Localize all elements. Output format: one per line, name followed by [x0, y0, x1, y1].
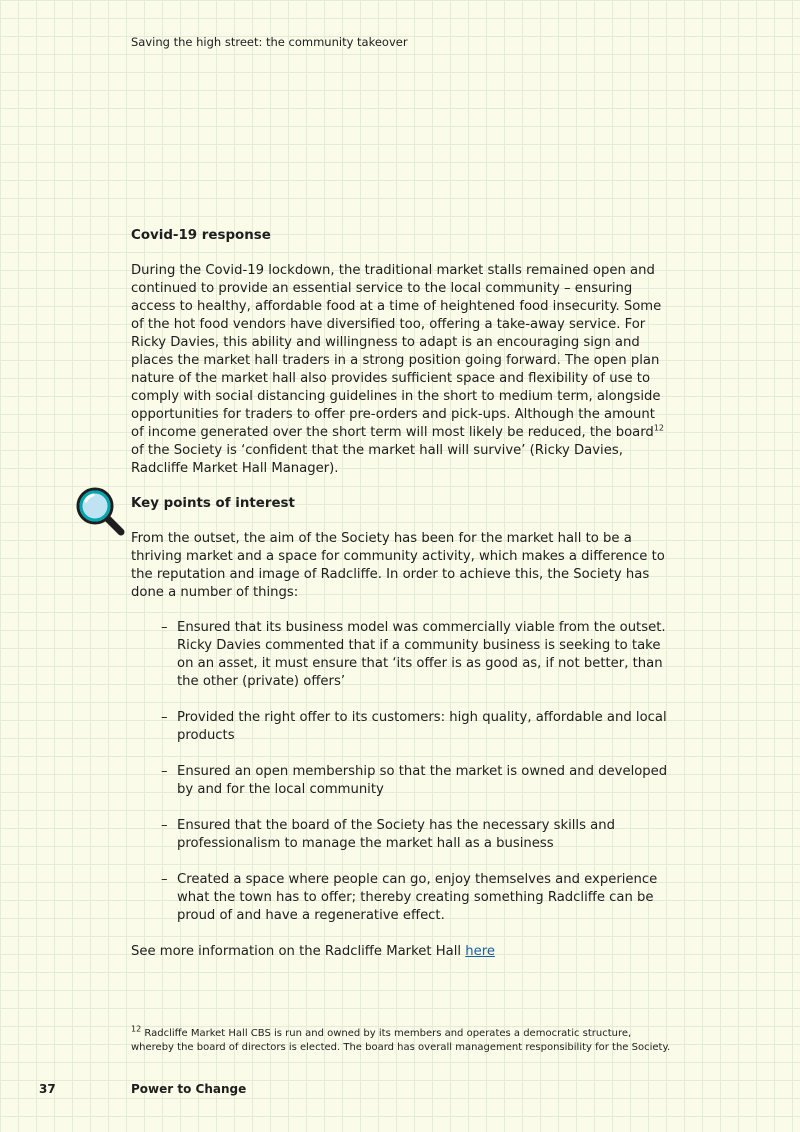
footnote [131, 1024, 671, 1055]
more-info-text: See more information on the Radcliffe Market Hall [131, 944, 466, 959]
more-info-line [131, 943, 671, 961]
key-points-intro: From the outset, the aim of the Society has been for the market hall to be a thriving market and a space for community activity, which makes a difference to the reputation and image of Radcliffe. In order to achieve this, the Society has done a number of things: [131, 531, 665, 600]
magnifying-glass-icon [73, 484, 127, 538]
key-points-list [131, 619, 671, 925]
running-head: Saving the high street: the community takeover [131, 35, 408, 49]
key-points-section [131, 495, 671, 513]
bullet-dash: – [161, 620, 168, 635]
list-item [161, 817, 671, 853]
list-item-text: Provided the right offer to its customers: high quality, affordable and local products [177, 710, 667, 743]
list-item [161, 871, 671, 925]
list-item [161, 619, 671, 691]
list-item-text: Ensured an open membership so that the market is owned and developed by and for the local community [177, 764, 668, 797]
list-item [161, 709, 671, 745]
key-points-heading: Key points of interest [131, 496, 295, 511]
covid-paragraph [131, 262, 671, 478]
main-content [131, 227, 671, 978]
list-item [161, 763, 671, 799]
bullet-dash: – [161, 872, 168, 887]
covid-heading: Covid-19 response [131, 228, 271, 243]
bullet-dash: – [161, 818, 168, 833]
footer-organisation: Power to Change [131, 1082, 247, 1096]
page-number: 37 [39, 1082, 56, 1096]
covid-paragraph-part2: of the Society is ‘confident that the market hall will survive’ (Ricky Davies, Radcliffe Market Hall Manager). [131, 443, 623, 476]
list-item-text: Created a space where people can go, enjoy themselves and experience what the town has to offer; thereby creating something Radcliffe can be proud of and have a regenerative effect. [177, 872, 658, 923]
covid-paragraph-part1: During the Covid-19 lockdown, the traditional market stalls remained open and continued to provide an essential service to the local community – ensuring access to healthy, affordable food at a time of heightened food insecurity. Some of the hot food vendors have diversified too, offering a take-away service. For Ricky Davies, this ability and willingness to adapt is an encouraging sign and places the market hall traders in a strong position going forward. The open plan nature of the market hall also provides sufficient space and flexibility of use to comply with social distancing guidelines in the short to medium term, alongside opportunities for traders to offer pre-orders and pick-ups. Although the amount of income generated over the short term will most likely be reduced, the board [131, 263, 662, 440]
more-info-link[interactable]: here [465, 944, 495, 959]
footnote-number: 12 [131, 1024, 142, 1034]
bullet-dash: – [161, 710, 168, 725]
bullet-dash: – [161, 764, 168, 779]
footnote-text: Radcliffe Market Hall CBS is run and owned by its members and operates a democratic structure, whereby the board of directors is elected. The board has overall management responsibility for the Society. [131, 1028, 671, 1053]
footnote-reference[interactable]: 12 [653, 423, 664, 433]
list-item-text: Ensured that its business model was commercially viable from the outset. Ricky Davies commented that if a community business is seeking to take on an asset, it must ensure that ‘its offer is as good as, if not better, than the other (private) offers’ [177, 620, 666, 689]
list-item-text: Ensured that the board of the Society has the necessary skills and professionalism to manage the market hall as a business [177, 818, 615, 851]
